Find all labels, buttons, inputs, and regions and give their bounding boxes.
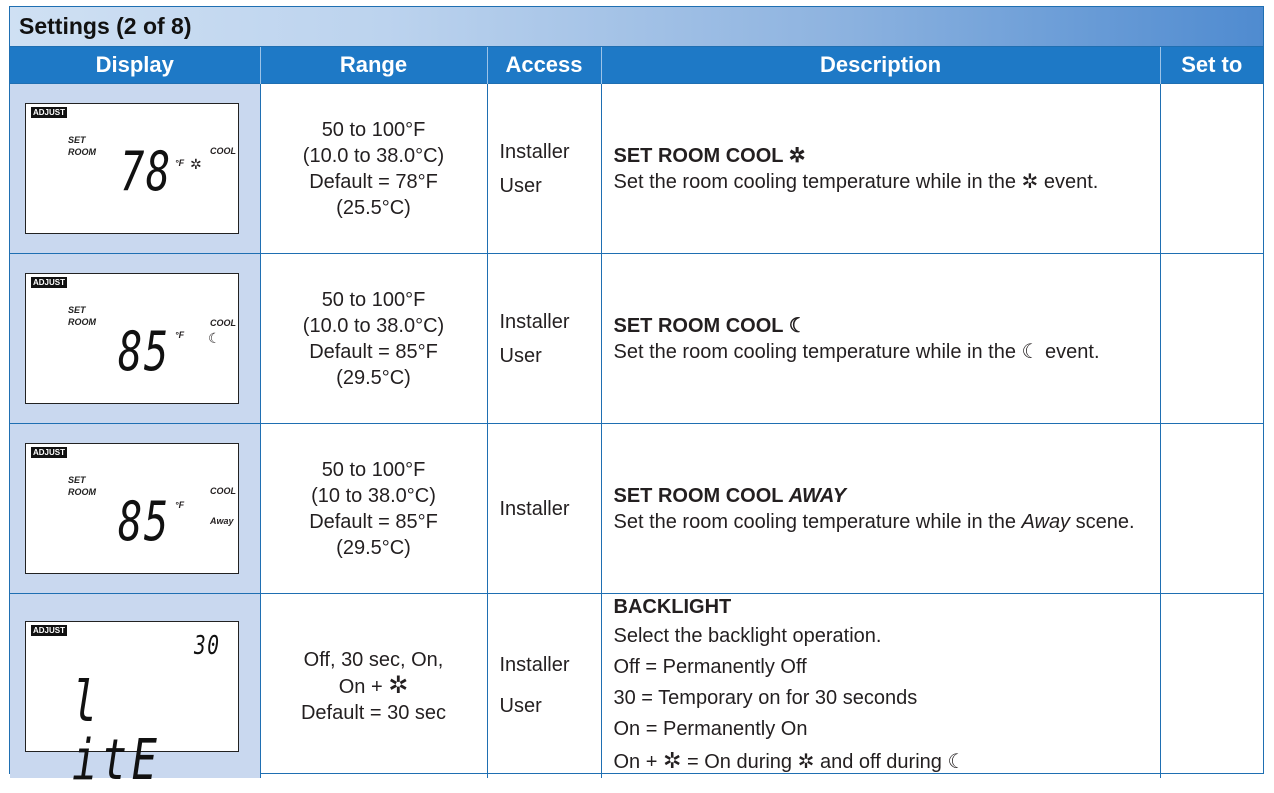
- set-to-cell[interactable]: [1160, 594, 1263, 779]
- sun-icon: ✲: [662, 748, 682, 773]
- column-header-range: Range: [260, 47, 487, 84]
- moon-icon: ☾: [208, 330, 221, 346]
- lcd-digits: 85: [118, 320, 170, 383]
- table-row: [10, 424, 1263, 594]
- column-header-set-to: Set to: [1160, 47, 1263, 84]
- setting-description: Set the room cooling temperature while in the Away scene.: [613, 510, 1135, 533]
- set-room-label: SET ROOM: [68, 305, 96, 327]
- setting-heading: BACKLIGHT: [613, 596, 732, 618]
- table-header-row: [10, 47, 1263, 84]
- description-cell: [601, 254, 1160, 424]
- away-label: Away: [210, 516, 234, 526]
- setting-heading: SET ROOM COOL ☾: [613, 314, 807, 337]
- setting-heading: SET ROOM COOL ✲: [613, 144, 806, 167]
- table-row: [10, 254, 1263, 424]
- access-cell: Installer User: [487, 594, 601, 779]
- adjust-badge: ADJUST: [33, 278, 66, 287]
- mode-label: COOL: [210, 318, 236, 328]
- sun-icon: ✲: [1021, 170, 1039, 193]
- unit-label: °F: [175, 330, 185, 340]
- lcd-digits: l itE: [72, 669, 162, 793]
- mode-label: COOL: [210, 486, 236, 496]
- description-cell: [601, 424, 1160, 594]
- page-title: Settings (2 of 8): [10, 7, 1263, 47]
- description-cell: BACKLIGHT Select the backlight operation. Off = Permanently Off 30 = Temporary on for 30 seconds On = Permanently On On + ✲ = On during ✲ and off during ☾: [601, 594, 1160, 779]
- set-room-label: SET ROOM: [68, 475, 96, 497]
- description-cell: [601, 84, 1160, 254]
- column-header-display: Display: [10, 47, 260, 84]
- setting-description: Set the room cooling temperature while in the ☾ event.: [613, 340, 1100, 363]
- setting-heading: SET ROOM COOL AWAY: [613, 484, 847, 507]
- moon-icon: ☾: [788, 314, 807, 337]
- set-to-cell[interactable]: [1160, 84, 1263, 254]
- sun-icon: ✲: [190, 156, 202, 172]
- range-cell: 50 to 100°F (10.0 to 38.0°C) Default = 85°F (29.5°C): [260, 254, 487, 424]
- sun-icon: ✲: [797, 751, 815, 773]
- column-header-description: Description: [601, 47, 1160, 84]
- sun-icon: ✲: [388, 671, 409, 699]
- unit-label: °F: [175, 500, 185, 510]
- range-cell: Off, 30 sec, On, On + ✲ Default = 30 sec: [260, 594, 487, 779]
- moon-icon: ☾: [947, 751, 966, 773]
- lcd-digits: 78: [120, 140, 172, 203]
- moon-icon: ☾: [1021, 340, 1040, 363]
- set-to-cell[interactable]: [1160, 254, 1263, 424]
- mode-label: COOL: [210, 146, 236, 156]
- settings-table-panel: [9, 6, 1264, 793]
- setting-description: Set the room cooling temperature while in the ✲ event.: [613, 170, 1099, 193]
- unit-label: °F: [175, 158, 185, 168]
- range-cell: 50 to 100°F (10.0 to 38.0°C) Default = 78°F (25.5°C): [260, 84, 487, 254]
- adjust-badge: ADJUST: [33, 625, 66, 635]
- lcd-display: [25, 621, 239, 793]
- display-cell: [10, 424, 260, 594]
- settings-table: [10, 47, 1263, 793]
- lcd-digits: 85: [118, 490, 170, 553]
- access-cell: Installer User: [487, 84, 601, 254]
- lcd-value: 30: [194, 630, 221, 661]
- access-cell: Installer User: [487, 254, 601, 424]
- table-row: [10, 84, 1263, 254]
- lcd-display: [25, 273, 239, 404]
- set-room-label: SET ROOM: [68, 135, 96, 157]
- column-header-access: Access: [487, 47, 601, 84]
- table-row: [10, 594, 1263, 779]
- sun-icon: ✲: [788, 144, 806, 167]
- lcd-display: [25, 443, 239, 574]
- lcd-display: [25, 103, 239, 234]
- display-cell: [10, 84, 260, 254]
- set-to-cell[interactable]: [1160, 424, 1263, 594]
- display-cell: [10, 594, 260, 793]
- range-cell: 50 to 100°F (10 to 38.0°C) Default = 85°F (29.5°C): [260, 424, 487, 594]
- display-cell: [10, 254, 260, 424]
- adjust-badge: ADJUST: [33, 448, 66, 457]
- access-cell: Installer: [487, 424, 601, 594]
- adjust-badge: ADJUST: [33, 108, 66, 117]
